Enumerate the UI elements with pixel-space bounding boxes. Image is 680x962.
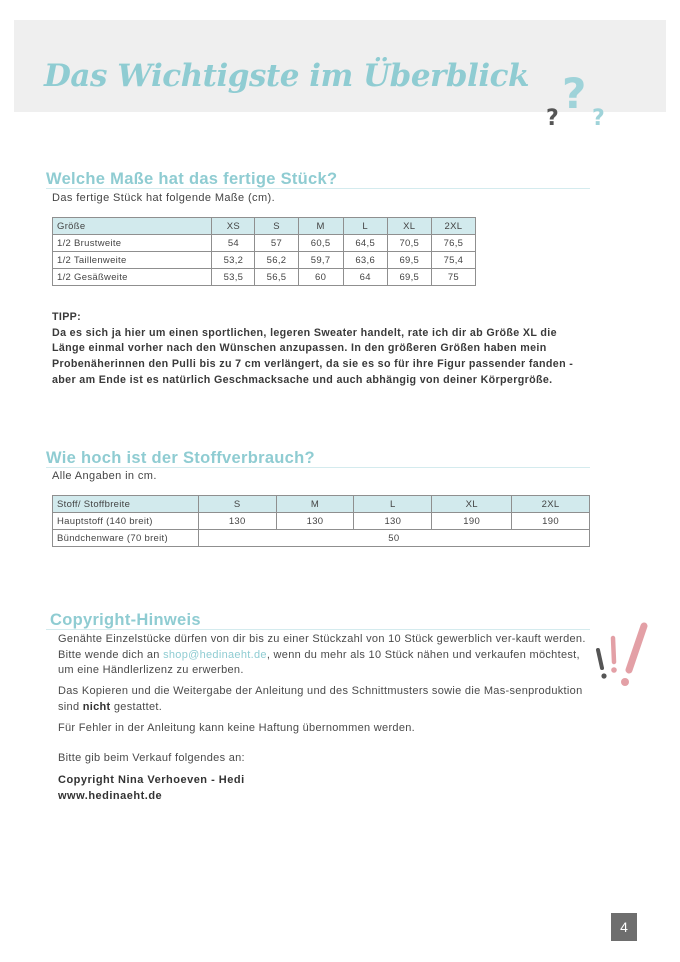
table-cell: 75,4 [431, 252, 475, 269]
copyright-paragraph-3: Für Fehler in der Anleitung kann keine Haftung übernommen werden. [58, 722, 416, 734]
row-label: 1/2 Gesäßweite [53, 269, 212, 286]
page-number: 4 [611, 913, 637, 941]
table-cell: 64 [343, 269, 387, 286]
svg-text:?: ? [592, 106, 605, 131]
copyright-text: gestattet. [110, 700, 163, 713]
column-header: S [198, 496, 276, 513]
fabric-table [52, 495, 590, 547]
table-cell: 69,5 [387, 269, 431, 286]
table-cell: 63,6 [343, 252, 387, 269]
table-cell: 190 [512, 513, 590, 530]
measures-divider [46, 188, 590, 189]
copyright-paragraph-2 [58, 684, 588, 715]
row-label: 1/2 Brustweite [53, 235, 212, 252]
table-row [53, 252, 476, 269]
row-label: 1/2 Taillenweite [53, 252, 212, 269]
svg-text:?: ? [562, 69, 587, 118]
column-header: Größe [53, 218, 212, 235]
email-link[interactable]: shop@hedinaeht.de [163, 648, 267, 661]
column-header: 2XL [512, 496, 590, 513]
table-cell: 60 [298, 269, 343, 286]
table-cell: 76,5 [431, 235, 475, 252]
table-cell: 130 [198, 513, 276, 530]
column-header: XS [212, 218, 255, 235]
copyright-paragraph-1 [58, 632, 588, 679]
exclamation-marks-icon [592, 620, 654, 690]
column-header: XL [432, 496, 512, 513]
column-header: S [255, 218, 298, 235]
table-row [53, 530, 590, 547]
copyright-text: Das Kopieren und die Weitergabe der Anleitung und des Schnittmusters sowie die Mas-senproduktion sind [58, 685, 583, 713]
copyright-section-title: Copyright-Hinweis [50, 611, 201, 629]
table-cell: 69,5 [387, 252, 431, 269]
column-header: M [276, 496, 354, 513]
table-cell: 75 [431, 269, 475, 286]
column-header: XL [387, 218, 431, 235]
credit-url[interactable]: www.hedinaeht.de [58, 790, 163, 802]
measures-section-title: Welche Maße hat das fertige Stück? [46, 170, 338, 188]
table-cell: 53,2 [212, 252, 255, 269]
svg-text:?: ? [546, 106, 559, 131]
table-cell: 70,5 [387, 235, 431, 252]
table-cell: 130 [276, 513, 354, 530]
column-header: L [343, 218, 387, 235]
copyright-text: , wenn du mehr als 10 Stück nähen und verkaufen möchtest, um eine Händlerlizenz zu erwerben. [58, 648, 580, 676]
table-cell: 190 [432, 513, 512, 530]
table-cell: 54 [212, 235, 255, 252]
table-cell: 56,2 [255, 252, 298, 269]
table-row [53, 235, 476, 252]
column-header: 2XL [431, 218, 475, 235]
row-label: Bündchenware (70 breit) [53, 530, 199, 547]
table-cell: 64,5 [343, 235, 387, 252]
copyright-paragraph-4: Bitte gib beim Verkauf folgendes an: [58, 752, 245, 764]
table-cell: 130 [354, 513, 432, 530]
fabric-section-title: Wie hoch ist der Stoffverbrauch? [46, 449, 315, 467]
measures-intro: Das fertige Stück hat folgende Maße (cm). [52, 192, 276, 204]
table-cell: 60,5 [298, 235, 343, 252]
credit-name: Copyright Nina Verhoeven - Hedi [58, 774, 245, 786]
fabric-intro: Alle Angaben in cm. [52, 470, 157, 482]
row-label: Hauptstoff (140 breit) [53, 513, 199, 530]
table-cell: 53,5 [212, 269, 255, 286]
table-cell: 56,5 [255, 269, 298, 286]
copyright-divider [46, 629, 590, 630]
copyright-emphasis: nicht [82, 700, 111, 713]
question-marks-icon [544, 62, 610, 132]
column-header: M [298, 218, 343, 235]
tip-text: Da es sich ja hier um einen sportlichen, legeren Sweater handelt, rate ich dir ab Größe XL die Länge einmal vorher nach den Wünschen anzupassen. In den größeren Größen haben mein Probenäherinnen den Pulli bis zu 7 cm verlängert, da sie es so für ihre Figur passender fanden - aber am Ende ist es natürlich Geschmacksache und auch abhängig von deiner Körpergröße. [52, 326, 574, 386]
measures-header-row [53, 218, 476, 235]
fabric-header-row [53, 496, 590, 513]
column-header: Stoff/ Stoffbreite [53, 496, 199, 513]
tip-block [52, 310, 582, 389]
measures-table [52, 217, 476, 286]
table-row [53, 513, 590, 530]
fabric-divider [46, 467, 590, 468]
table-cell: 50 [198, 530, 589, 547]
column-header: L [354, 496, 432, 513]
copyright-text: Genähte Einzelstücke dürfen von dir bis zu einer Stückzahl von 10 Stück gewerblich ver-kauft werden. Bitte wende dich an [58, 633, 586, 661]
table-cell: 57 [255, 235, 298, 252]
table-cell: 59,7 [298, 252, 343, 269]
page-title: Das Wichtigste im Überblick [44, 58, 529, 94]
tip-label: TIPP: [52, 311, 82, 323]
table-row [53, 269, 476, 286]
